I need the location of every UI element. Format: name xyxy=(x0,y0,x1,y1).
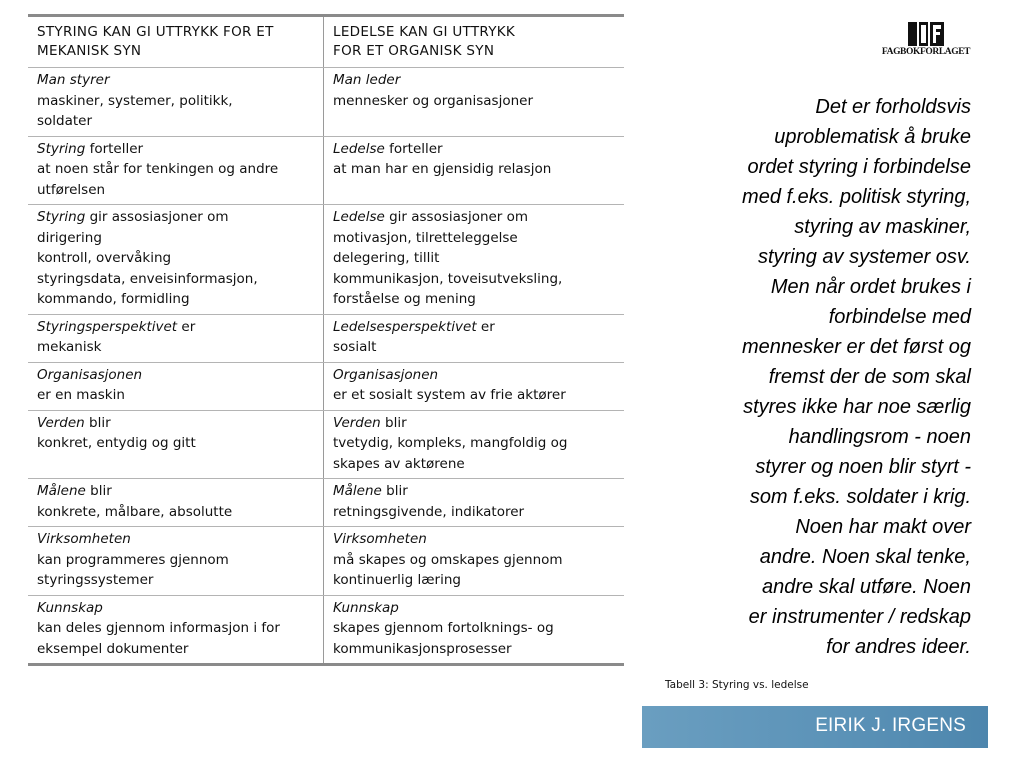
cell-keyword-suffix: forteller xyxy=(85,140,144,157)
cell-heading xyxy=(333,70,618,91)
cell-keyword-suffix: blir xyxy=(84,414,111,431)
cell-keyword: Ledelse xyxy=(333,209,385,225)
cell-keyword: Virksomheten xyxy=(37,531,131,547)
table-row xyxy=(28,410,624,479)
paragraph-line: forbindelse med xyxy=(828,306,971,328)
cell-line: kontinuerlig læring xyxy=(333,572,461,588)
cell-line: kommunikasjonsprosesser xyxy=(333,640,512,657)
cell-keyword-suffix: blir xyxy=(380,414,407,431)
table-header-row xyxy=(28,17,624,68)
cell-line: styringsdata, enveisinformasjon, xyxy=(37,270,258,287)
cell-line: skapes av aktørene xyxy=(333,455,465,472)
cell-keyword: Målene xyxy=(37,483,86,499)
cell-keyword: Organisasjonen xyxy=(333,366,439,383)
cell-heading xyxy=(37,481,317,502)
cell-line: retningsgivende, indikatorer xyxy=(333,503,525,520)
publisher-logo-icon xyxy=(908,22,944,46)
styring-cell xyxy=(28,68,324,137)
styring-cell xyxy=(28,527,324,596)
cell-line: er et sosialt system av frie aktører xyxy=(333,387,566,403)
cell-line: er en maskin xyxy=(37,387,125,403)
paragraph-line: med f.eks. politisk styring, xyxy=(742,186,971,208)
header-cell-styring xyxy=(28,17,324,68)
ledelse-cell xyxy=(324,410,625,479)
header-line: FOR ET ORGANISK SYN xyxy=(333,43,495,59)
cell-heading xyxy=(37,413,317,434)
cell-heading xyxy=(37,317,317,338)
table-row xyxy=(28,527,624,596)
cell-keyword: Kunnskap xyxy=(37,599,103,616)
ledelse-cell xyxy=(324,68,625,137)
cell-line: kontroll, overvåking xyxy=(37,250,172,266)
cell-heading xyxy=(333,207,618,228)
cell-line: tvetydig, kompleks, mangfoldig og xyxy=(333,435,568,451)
table-row xyxy=(28,205,624,315)
ledelse-cell xyxy=(324,527,625,596)
cell-keyword: Verden xyxy=(333,414,381,431)
cell-line: konkret, entydig og gitt xyxy=(37,435,196,451)
cell-keyword: Målene xyxy=(333,483,382,499)
cell-keyword: Verden xyxy=(37,414,85,431)
ledelse-cell xyxy=(324,595,625,663)
explanatory-paragraph xyxy=(640,92,971,662)
cell-line: kan deles gjennom informasjon i for xyxy=(37,620,280,636)
styring-cell xyxy=(28,205,324,315)
paragraph-line: styrer og noen blir styrt - xyxy=(755,456,971,478)
cell-line: eksempel dokumenter xyxy=(37,640,189,657)
cell-line: forståelse og mening xyxy=(333,291,476,307)
cell-keyword: Styring xyxy=(37,209,86,225)
cell-keyword-suffix: blir xyxy=(85,483,112,499)
cell-line: sosialt xyxy=(333,339,377,355)
paragraph-line: Men når ordet brukes i xyxy=(770,276,971,298)
table-caption: Tabell 3: Styring vs. ledelse xyxy=(665,679,809,691)
styring-cell xyxy=(28,410,324,479)
header-line: MEKANISK SYN xyxy=(37,43,142,59)
paragraph-line: for andres ideer. xyxy=(826,636,971,658)
styring-cell xyxy=(28,362,324,410)
cell-keyword: Organisasjonen xyxy=(37,366,143,383)
cell-line: at noen står for tenkingen og andre xyxy=(37,161,279,177)
cell-keyword: Kunnskap xyxy=(333,599,399,616)
cell-line: mekanisk xyxy=(37,339,102,355)
cell-heading xyxy=(37,139,317,160)
paragraph-line: styring av maskiner, xyxy=(794,216,971,238)
author-banner xyxy=(642,706,988,748)
paragraph-line: styres ikke har noe særlig xyxy=(743,396,971,418)
cell-heading xyxy=(333,413,618,434)
paragraph-line: styring av systemer osv. xyxy=(757,246,971,268)
paragraph-line: ordet styring i forbindelse xyxy=(747,156,971,178)
cell-keyword-suffix: forteller xyxy=(384,140,443,157)
paragraph-line: er instrumenter / redskap xyxy=(748,606,971,628)
paragraph-line: fremst der de som skal xyxy=(768,366,971,388)
cell-heading xyxy=(333,365,618,386)
cell-heading xyxy=(37,365,317,386)
comparison-table xyxy=(28,17,624,663)
cell-line: maskiner, systemer, politikk, xyxy=(37,92,233,109)
cell-line: mennesker og organisasjoner xyxy=(333,92,533,109)
cell-line: må skapes og omskapes gjennom xyxy=(333,551,563,568)
table-row xyxy=(28,136,624,205)
header-line: LEDELSE KAN GI UTTRYKK xyxy=(333,24,516,40)
cell-line: styringssystemer xyxy=(37,572,154,588)
cell-line: motivasjon, tilretteleggelse xyxy=(333,229,518,246)
paragraph-line: uproblematisk å bruke xyxy=(774,126,971,148)
header-line: STYRING KAN GI UTTRYKK FOR ET xyxy=(37,24,274,40)
cell-keyword: Ledelsesperspektivet xyxy=(333,318,477,335)
cell-line: kan programmeres gjennom xyxy=(37,551,229,568)
paragraph-line: Noen har makt over xyxy=(795,516,971,538)
cell-line: soldater xyxy=(37,113,93,129)
cell-keyword: Styringsperspektivet xyxy=(37,318,178,335)
cell-heading xyxy=(333,481,618,502)
ledelse-cell xyxy=(324,479,625,527)
cell-line: at man har en gjensidig relasjon xyxy=(333,161,552,177)
cell-line: skapes gjennom fortolknings- og xyxy=(333,620,554,636)
cell-keyword-suffix: blir xyxy=(381,483,408,499)
ledelse-cell xyxy=(324,314,625,362)
styring-cell xyxy=(28,136,324,205)
cell-heading xyxy=(333,529,618,550)
cell-heading xyxy=(37,207,317,228)
comparison-table-frame xyxy=(28,14,624,666)
cell-keyword: Man styrer xyxy=(37,72,110,88)
styring-cell xyxy=(28,479,324,527)
cell-line: konkrete, målbare, absolutte xyxy=(37,503,233,520)
cell-heading xyxy=(333,598,618,619)
header-cell-ledelse xyxy=(324,17,625,68)
cell-heading xyxy=(333,139,618,160)
publisher-logo xyxy=(880,22,972,57)
cell-line: delegering, tillit xyxy=(333,250,440,266)
table-row xyxy=(28,314,624,362)
paragraph-line: andre. Noen skal tenke, xyxy=(759,546,971,568)
cell-keyword: Virksomheten xyxy=(333,531,427,547)
cell-heading xyxy=(37,529,317,550)
paragraph-line: som f.eks. soldater i krig. xyxy=(749,486,971,508)
styring-cell xyxy=(28,314,324,362)
cell-line: utførelsen xyxy=(37,181,106,198)
ledelse-cell xyxy=(324,205,625,315)
cell-keyword-suffix: er xyxy=(177,318,196,335)
cell-keyword: Styring xyxy=(37,140,86,157)
cell-keyword-suffix: gir assosiasjoner om xyxy=(384,209,529,225)
table-row xyxy=(28,68,624,137)
author-name: EIRIK J. IRGENS xyxy=(815,715,966,736)
cell-keyword: Ledelse xyxy=(333,140,385,157)
table-row xyxy=(28,479,624,527)
paragraph-line: mennesker er det først og xyxy=(742,336,971,358)
paragraph-line: Det er forholdsvis xyxy=(815,96,971,118)
table-row xyxy=(28,362,624,410)
paragraph-line: andre skal utføre. Noen xyxy=(762,576,971,598)
paragraph-line: handlingsrom - noen xyxy=(788,426,971,448)
publisher-name: FAGBOKFORLAGET xyxy=(881,47,971,57)
cell-keyword: Man leder xyxy=(333,72,401,88)
cell-keyword-suffix: er xyxy=(476,318,495,335)
cell-line: dirigering xyxy=(37,229,102,246)
cell-heading xyxy=(37,598,317,619)
table-row xyxy=(28,595,624,663)
cell-line: kommunikasjon, toveisutveksling, xyxy=(333,270,563,287)
cell-line: kommando, formidling xyxy=(37,291,190,307)
cell-keyword-suffix: gir assosiasjoner om xyxy=(85,209,229,225)
cell-heading xyxy=(37,70,317,91)
ledelse-cell xyxy=(324,362,625,410)
styring-cell xyxy=(28,595,324,663)
cell-heading xyxy=(333,317,618,338)
ledelse-cell xyxy=(324,136,625,205)
